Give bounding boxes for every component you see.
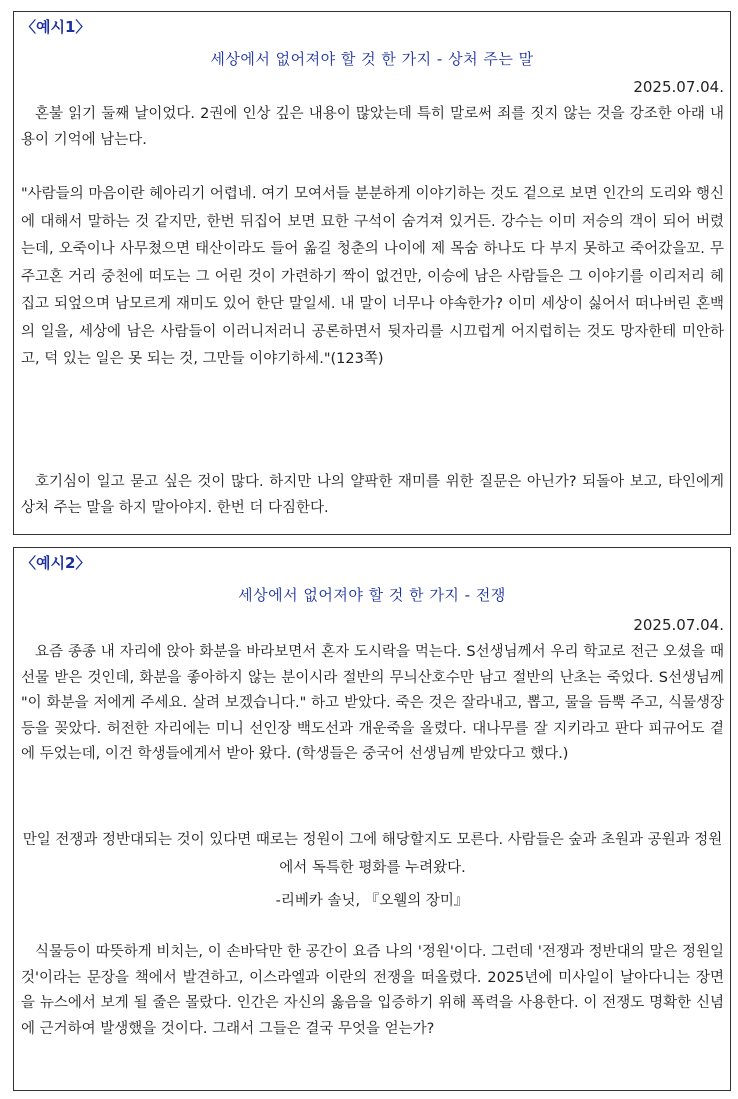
- example2-paragraph1: 요즘 종종 내 자리에 앉아 화분을 바라보면서 혼자 도시락을 먹는다. S선생님께서 우리 학교로 전근 오셨을 때 선물 받은 것인데, 화분을 좋아하지 않는 분이시라 절반의 무늬산호수만 남고 절반의 난초는 죽었다. S선생님께 "이 화분을 저에게 주세요. 살려 보겠습니다." 하고 받았다. 죽은 것은 잘라내고, 뽑고, 물을 듬뿍 주고, 식물생장등을 꽂았다. 허전한 자리에는 미니 선인장 백도선과 개운죽을 올렸다. 대나무를 잘 지키라고 판다 피규어도 곁에 두었는데, 이건 학생들에게서 받아 왔다. (학생들은 중국어 선생님께 받았다고 했다.): [21, 644, 724, 762]
- example1-title: 세상에서 없어져야 할 것 한 가지 - 상처 주는 말: [210, 50, 534, 68]
- example1-quote: "사람들의 마음이란 헤아리기 어렵네. 여기 모여서들 분분하게 이야기하는 것도 겉으로 보면 인간의 도리와 행신에 대해서 말하는 것 같지만, 한번 뒤집어 보면 묘한 구석이 숨겨져 있거든. 강수는 이미 저승의 객이 되어 버렸는데, 오죽이나 사무쳤으면 태산이라도 들어 옮길 청춘의 나이에 제 목숨 하나도 다 부지 못하고 죽어갔을꼬. 무주고혼 거리 중천에 떠도는 그 어린 것이 가련하기 짝이 없건만, 이승에 남은 사람들은 그 이야기를 이리저리 헤집고 되엎으며 남모르게 재미도 있어 한단 말일세. 내 말이 너무나 야속한가? 이미 세상이 싫어서 떠나버린 혼백의 일을, 세상에 남은 사람들이 이러니저러니 공론하면서 뒷자리를 시끄럽게 어지럽히는 것도 망자한테 미안하고, 덕 있는 일은 못 되는 것, 그만들 이야기하세."(123쪽): [21, 186, 724, 367]
- example1-date: 2025.07.04.: [633, 78, 724, 96]
- example1-paragraph1: 혼불 읽기 둘째 날이었다. 2권에 인상 깊은 내용이 많았는데 특히 말로써 죄를 짓지 않는 것을 강조한 아래 내용이 기억에 남는다.: [21, 106, 724, 148]
- example2-box: [13, 547, 731, 1091]
- example2-label: 〈예시2〉: [21, 554, 91, 572]
- example1-paragraph2: 호기심이 일고 묻고 싶은 것이 많다. 하지만 나의 얄팍한 재미를 위한 질문은 아닌가? 되돌아 보고, 타인에게 상처 주는 말을 하지 말아야지. 한번 더 다짐한다.: [21, 474, 724, 516]
- example2-date: 2025.07.04.: [633, 616, 724, 634]
- example1-label: 〈예시1〉: [21, 18, 91, 36]
- example2-quote: 만일 전쟁과 정반대되는 것이 있다면 때로는 정원이 그에 해당할지도 모른다. 사람들은 숲과 초원과 공원과 정원에서 독특한 평화를 누려왔다.: [22, 832, 723, 876]
- example2-quote-source: -리베카 솔닛, 『오웰의 장미』: [275, 893, 469, 909]
- example2-paragraph2: 식물등이 따뜻하게 비치는, 이 손바닥만 한 공간이 요즘 나의 '정원'이다. 그런데 '전쟁과 정반대의 말은 정원일 것'이라는 문장을 책에서 발견하고, 이스라엘과 이란의 전쟁을 떠올렸다. 2025년에 미사일이 날아다니는 장면을 뉴스에서 보게 될 줄은 몰랐다. 인간은 자신의 옳음을 입증하기 위해 폭력을 사용한다. 이 전쟁도 명확한 신념에 근거하여 발생했을 것이다. 그래서 그들은 결국 무엇을 얻는가?: [21, 944, 724, 1037]
- example2-title: 세상에서 없어져야 할 것 한 가지 - 전쟁: [238, 586, 506, 604]
- example1-box: [13, 11, 731, 535]
